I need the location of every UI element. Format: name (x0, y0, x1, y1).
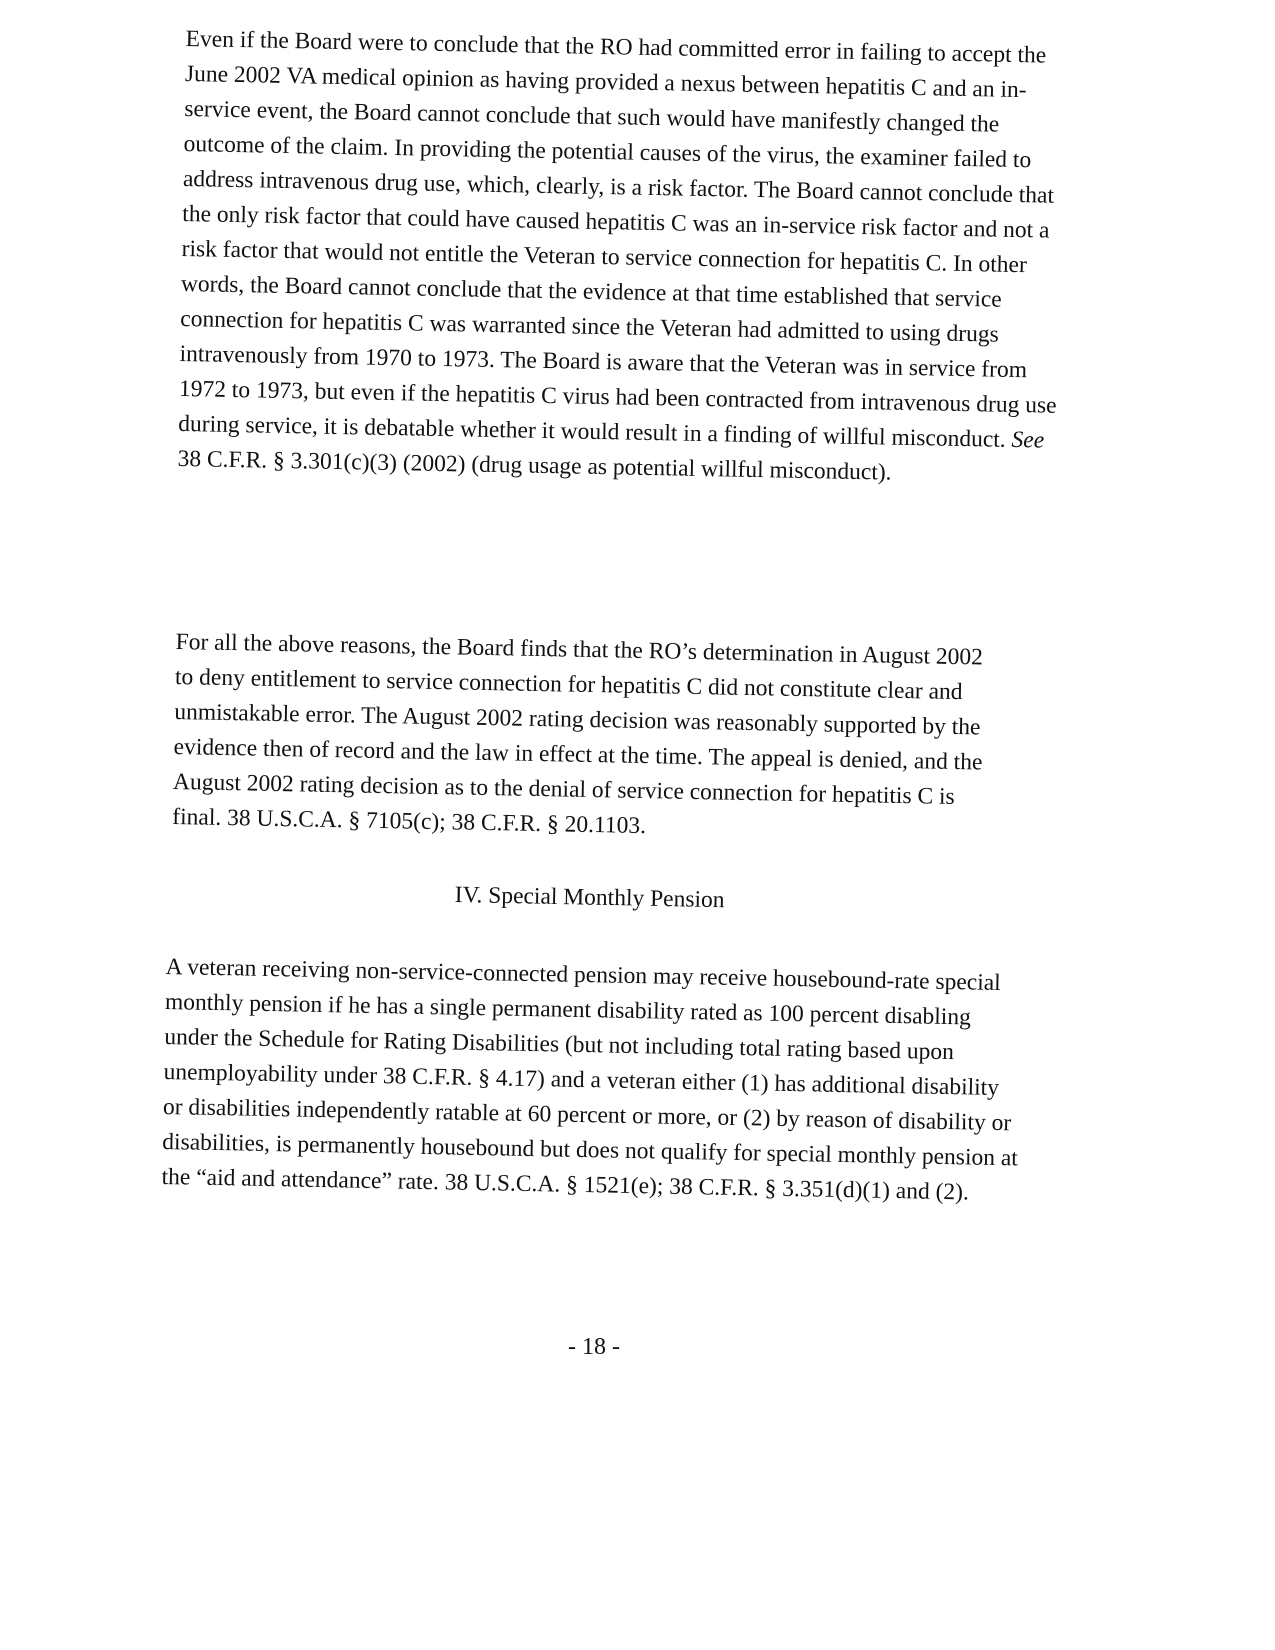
citation-signal: See (1011, 426, 1045, 454)
page-number: - 18 - (568, 1334, 620, 1360)
paragraph-special-monthly-pension: A veteran receiving non-service-connected pension may receive housebound-rate special monthly pension if he has a single permanent disability rated as 100 percent disabling under the Schedule for Rating Disabilities (but not including total rating based upon unemployability under 38 C.F.R. § 4.17) and a veteran either (1) has additional disability or disabilities independently ratable at 60 percent or more, or (2) by reason of disability or disabilities, is permanently housebound but does not qualify for special monthly pension at the “aid and attendance” rate. 38 U.S.C.A. § 1521(e); 38 C.F.R. § 3.351(d)(1) and (2). (161, 953, 1019, 1206)
section-heading: IV. Special Monthly Pension (454, 882, 725, 914)
paragraph-conclusion: For all the above reasons, the Board finds that the RO’s determination in August 2002 to deny entitlement to service connection for hepatitis C did not constitute clear and unmistakable error. The August 2002 rating decision was reasonably supported by the evidence then of record and the law in effect at the time. The appeal is denied, and the August 2002 rating decision as to the denial of service connection for hepatitis C is final. 38 U.S.C.A. § 7105(c); 38 C.F.R. § 20.1103. (172, 628, 984, 840)
citation-text: 38 C.F.R. § 3.301(c)(3) (2002) (drug usage as potential willful misconduct). (177, 445, 892, 486)
paragraph-cue-analysis (177, 22, 1066, 494)
paragraph-body: Even if the Board were to conclude that the RO had committed error in failing to accept the June 2002 VA medical opinion as having provided a nexus between hepatitis C and an in-service event, the Board cannot conclude that such would have manifestly changed the outcome of the claim. In providing the potential causes of the virus, the examiner failed to address intravenous drug use, which, clearly, is a risk factor. The Board cannot conclude that the only risk factor that could have caused hepatitis C was an in-service risk factor and not a risk factor that would not entitle the Veteran to service connection for hepatitis C. In other words, the Board cannot conclude that the evidence at that time established that service connection for hepatitis C was warranted since the Veteran had admitted to using drugs intravenously from 1970 to 1973. The Board is aware that the Veteran was in service from 1972 to 1973, but even if the hepatitis C virus had been contracted from intravenous drug use during service, it is debatable whether it would result in a finding of willful misconduct. (178, 25, 1057, 453)
